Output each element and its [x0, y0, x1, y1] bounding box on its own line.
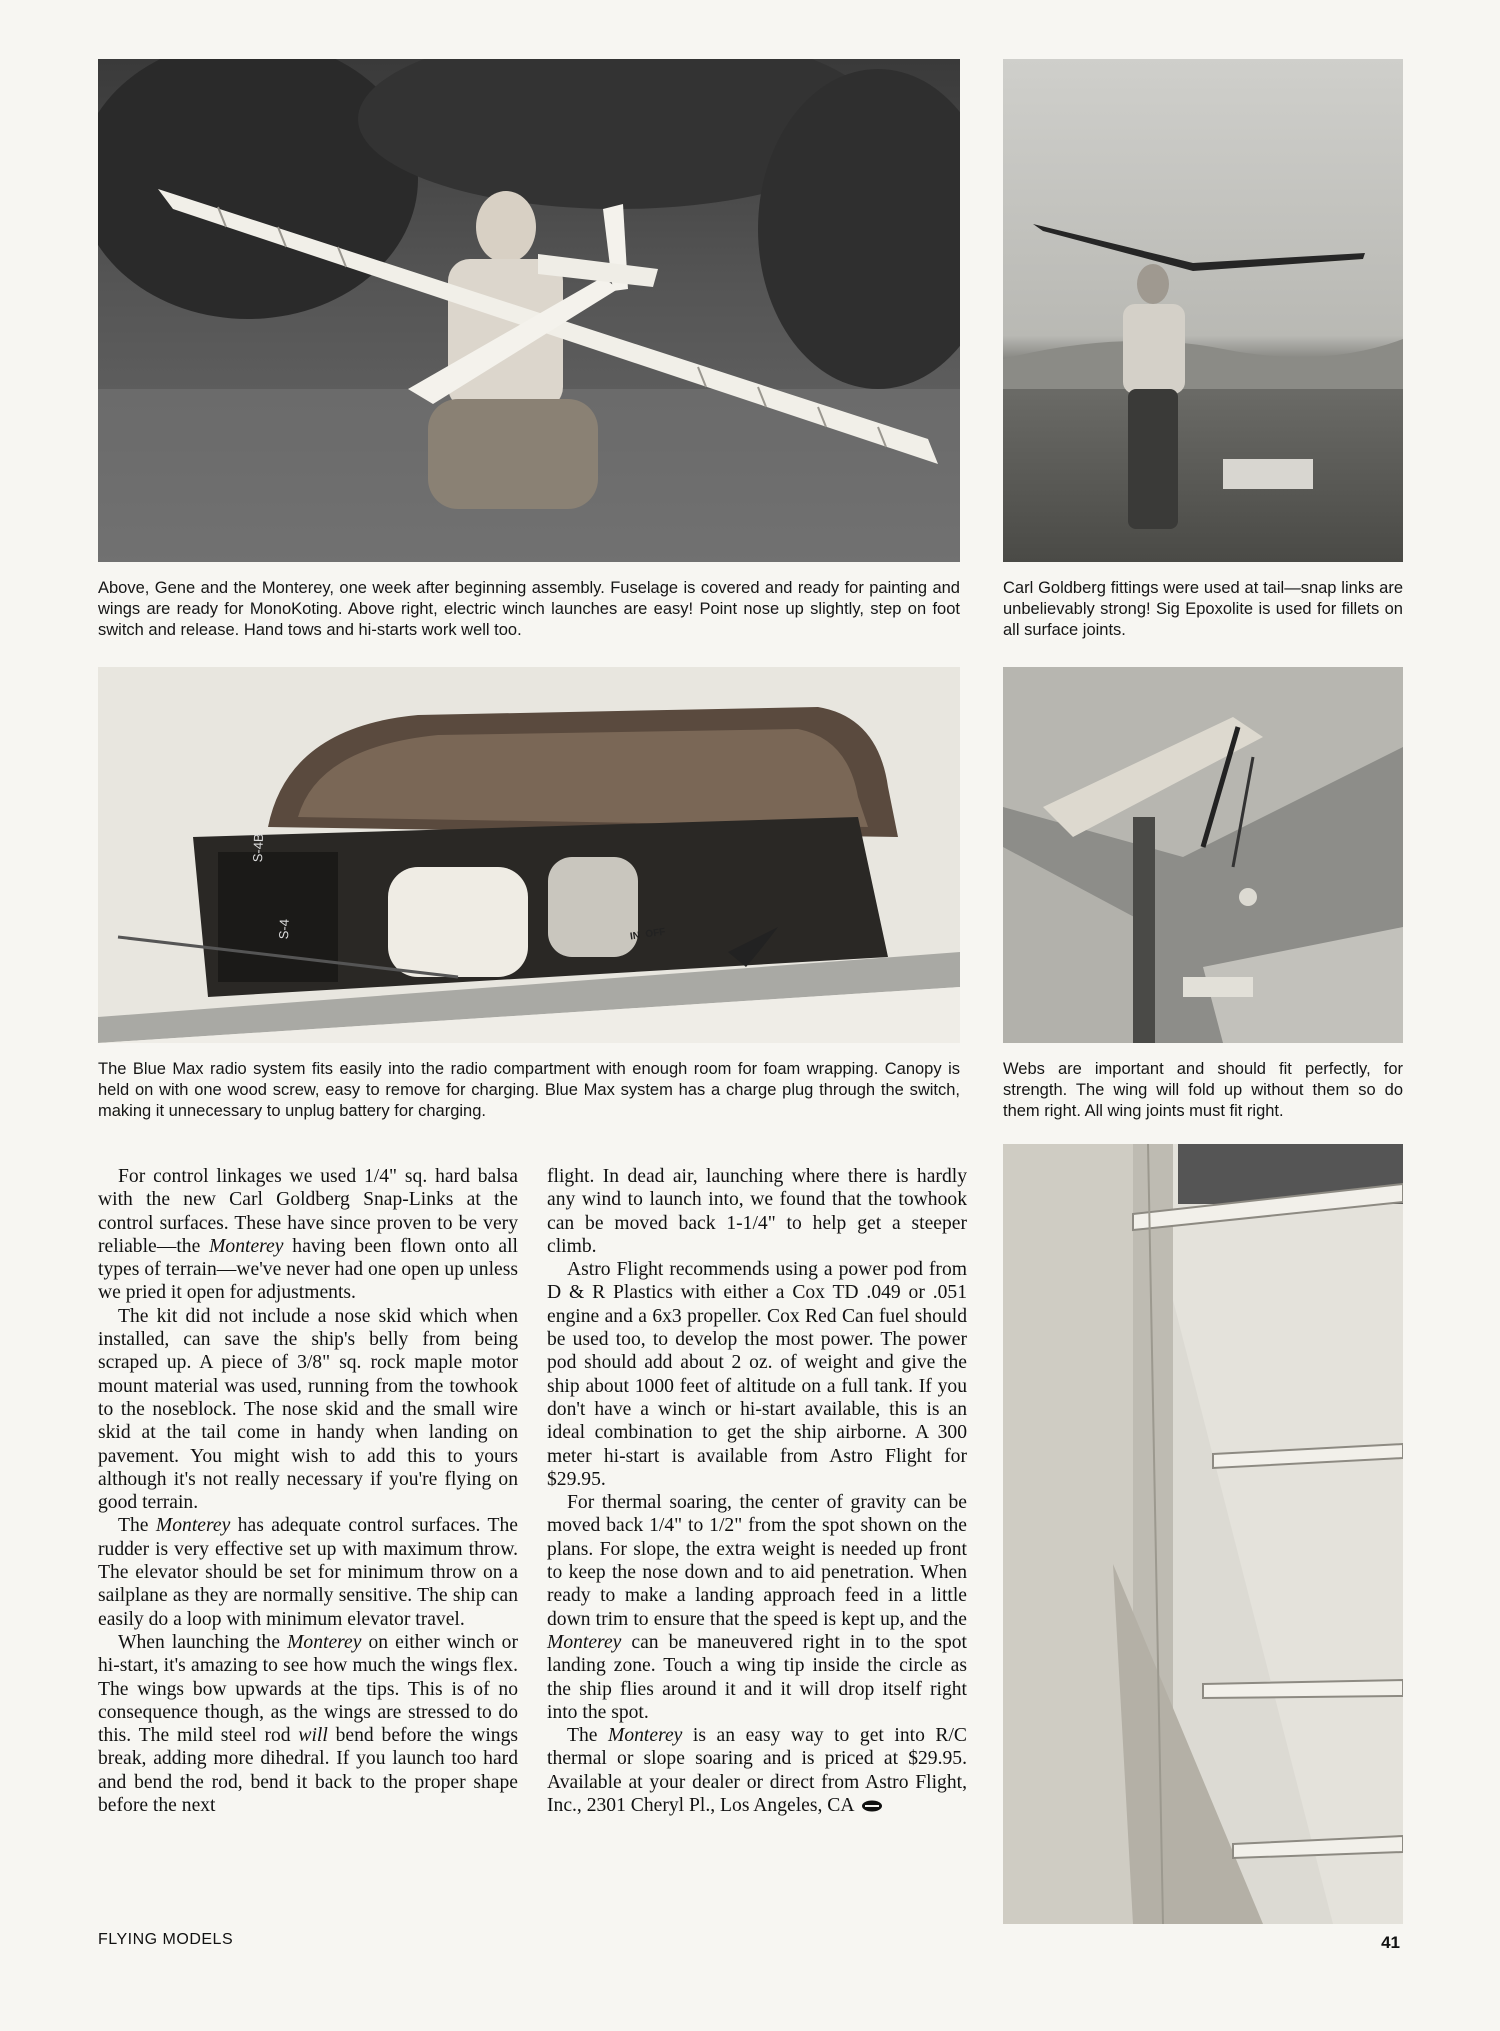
page-number: 41 — [1381, 1933, 1400, 1952]
photo-tail-fittings — [1003, 667, 1403, 1043]
photo-winch-launch — [1003, 59, 1403, 562]
end-of-article-icon — [861, 1800, 883, 1812]
photo-radio-compartment — [98, 667, 960, 1043]
paragraph: The kit did not include a nose skid which when installed, can save the ship's belly from being scraped up. A piece of 3/8" sq. rock maple motor mount material was used, running from the towhook to the noseblock. The nose skid and the small wire skid at the tail come in handy when landing on pavement. You might wish to add this to yours although it's not really necessary if you're flying on good terrain. — [98, 1305, 518, 1514]
caption-gene-and-monterey: Above, Gene and the Monterey, one week after beginning assembly. Fuselage is covered and ready for painting and wings are ready for MonoKoting. Above right, electric winch launches are easy! Point nose up slightly, step on foot switch and release. Hand tows and hi-starts work well too. — [98, 579, 960, 639]
article-column-1 — [98, 1165, 518, 1817]
paragraph: When launching the Monterey on either winch or hi-start, it's amazing to see how much the wings flex. The wings bow upwards at the tips. This is of no consequence though, as the wings are stressed to do this. The mild steel rod will bend before the wings break, adding more dihedral. If you launch too hard and bend the rod, bend it back to the proper shape before the next — [98, 1631, 518, 1817]
paragraph: Astro Flight recommends using a power pod from D & R Plastics with either a Cox TD .049 or .051 engine and a 6x3 propeller. Cox Red Can fuel should be used too, to develop the most power. The power pod should add about 2 oz. of weight and give the ship about 1000 feet of altitude on a full tank. If you don't have a winch or hi-start available, this is an ideal combination to get the ship airborne. A 300 meter hi-start is available from Astro Flight for $29.95. — [547, 1259, 967, 1490]
photo-wing-webs — [1003, 1144, 1403, 1924]
magazine-name: FLYING MODELS — [98, 1931, 234, 1948]
switch-label: IN OFF — [629, 926, 667, 943]
paragraph: The Monterey has adequate control surfaces. The rudder is very effective set up with maximum throw. The elevator should be set for minimum throw on a sailplane as they are normally sensitive. The ship can easily do a loop with minimum elevator travel. — [98, 1515, 518, 1630]
article-column-2 — [547, 1165, 967, 1817]
servo-label-2: S-4 — [276, 918, 292, 940]
paragraph: The Monterey is an easy way to get into R/C thermal or slope soaring and is priced at $29.95. Available at your dealer or direct from Astro Flight, Inc., 2301 Cheryl Pl., Los Angeles, CA — [547, 1725, 967, 1817]
paragraph: flight. In dead air, launching where there is hardly any wind to launch into, we found that the towhook can be moved back 1-1/4" to help get a steeper climb. — [547, 1166, 967, 1257]
caption-tail-fittings: Carl Goldberg fittings were used at tail—snap links are unbelievably strong! Sig Epoxolite is used for fillets on all surface joints. — [1003, 579, 1403, 639]
paragraph: For control linkages we used 1/4" sq. hard balsa with the new Carl Goldberg Snap-Links at the control surfaces. These have since proven to be very reliable—the Monterey having been flown onto all types of terrain—we've never had one open up unless we pried it open for adjustments. — [98, 1166, 518, 1304]
servo-label-1: S-4B — [250, 833, 266, 863]
caption-radio-compartment: The Blue Max radio system fits easily into the radio compartment with enough room for foam wrapping. Canopy is held on with one wood screw, easy to remove for charging. Blue Max system has a charge plug through the switch, making it unnecessary to unplug battery for charging. — [98, 1060, 960, 1120]
caption-wing-webs: Webs are important and should fit perfectly, for strength. The wing will fold up without them so do them right. All wing joints must fit right. — [1003, 1060, 1403, 1120]
photo-gene-with-monterey — [98, 59, 960, 562]
paragraph: For thermal soaring, the center of gravity can be moved back 1/4" to 1/2" from the spot shown on the plans. For slope, the extra weight is needed up front to keep the nose down and to aid penetration. When ready to make a landing approach feed in a little down trim to ensure that the speed is kept up, and the Monterey can be maneuvered right in to the spot landing zone. Touch a wing tip inside the circle as the ship flies around it and it will drop itself right into the spot. — [547, 1492, 967, 1723]
